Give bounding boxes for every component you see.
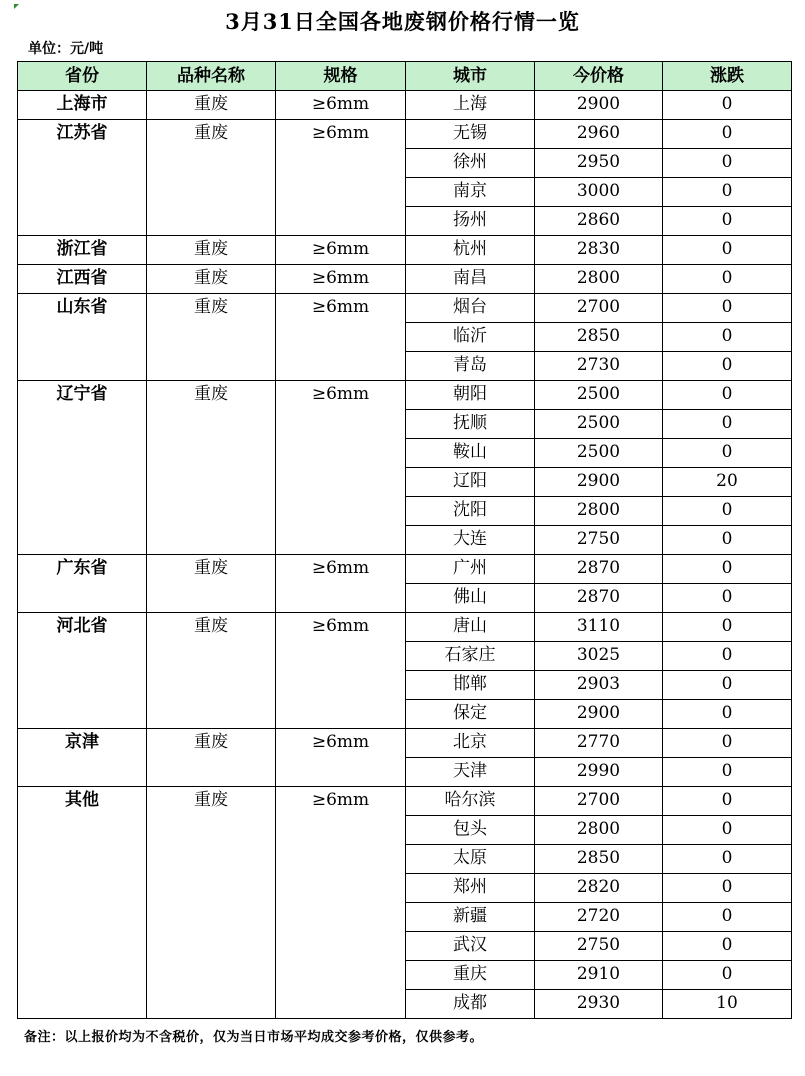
change-cell: 20: [663, 468, 792, 497]
variety-cell: 重废: [147, 265, 276, 294]
price-cell: 2990: [535, 758, 663, 787]
city-cell: 大连: [406, 526, 535, 555]
variety-cell: 重废: [147, 91, 276, 120]
price-cell: 2800: [535, 265, 663, 294]
price-cell: 2900: [535, 91, 663, 120]
city-cell: 杭州: [406, 236, 535, 265]
unit-label: 单位：元/吨: [28, 41, 104, 57]
table-row: [18, 265, 792, 294]
city-cell: 辽阳: [406, 468, 535, 497]
city-cell: 天津: [406, 758, 535, 787]
price-cell: 2870: [535, 555, 663, 584]
city-cell: 佛山: [406, 584, 535, 613]
price-cell: 3110: [535, 613, 663, 642]
city-cell: 上海: [406, 91, 535, 120]
city-cell: 无锡: [406, 120, 535, 149]
change-cell: 0: [663, 845, 792, 874]
spec-cell: ≥6mm: [276, 787, 406, 1019]
city-cell: 新疆: [406, 903, 535, 932]
header-variety: 品种名称: [147, 62, 276, 91]
table-row: [18, 381, 792, 410]
change-cell: 0: [663, 91, 792, 120]
price-cell: 2500: [535, 410, 663, 439]
price-cell: 2860: [535, 207, 663, 236]
change-cell: 0: [663, 149, 792, 178]
variety-cell: 重废: [147, 613, 276, 729]
city-cell: 重庆: [406, 961, 535, 990]
variety-cell: 重废: [147, 787, 276, 1019]
price-cell: 2500: [535, 381, 663, 410]
spec-cell: ≥6mm: [276, 381, 406, 555]
province-cell: 江西省: [18, 265, 147, 294]
spec-cell: ≥6mm: [276, 91, 406, 120]
variety-cell: 重废: [147, 555, 276, 613]
change-cell: 0: [663, 584, 792, 613]
price-cell: 3025: [535, 642, 663, 671]
change-cell: 0: [663, 381, 792, 410]
spec-cell: ≥6mm: [276, 555, 406, 613]
city-cell: 南京: [406, 178, 535, 207]
province-cell: 京津: [18, 729, 147, 787]
price-cell: 3000: [535, 178, 663, 207]
city-cell: 扬州: [406, 207, 535, 236]
price-cell: 2850: [535, 845, 663, 874]
province-cell: 河北省: [18, 613, 147, 729]
header-province: 省份: [18, 62, 147, 91]
table-header-row: [18, 62, 792, 91]
change-cell: 0: [663, 961, 792, 990]
change-cell: 10: [663, 990, 792, 1019]
change-cell: 0: [663, 903, 792, 932]
header-city: 城市: [406, 62, 535, 91]
city-cell: 沈阳: [406, 497, 535, 526]
city-cell: 鞍山: [406, 439, 535, 468]
price-cell: 2800: [535, 497, 663, 526]
variety-cell: 重废: [147, 381, 276, 555]
price-cell: 2770: [535, 729, 663, 758]
city-cell: 保定: [406, 700, 535, 729]
price-cell: 2500: [535, 439, 663, 468]
province-cell: 浙江省: [18, 236, 147, 265]
price-cell: 2850: [535, 323, 663, 352]
change-cell: 0: [663, 497, 792, 526]
table-row: [18, 91, 792, 120]
city-cell: 唐山: [406, 613, 535, 642]
change-cell: 0: [663, 294, 792, 323]
change-cell: 0: [663, 178, 792, 207]
spec-cell: ≥6mm: [276, 294, 406, 381]
price-cell: 2910: [535, 961, 663, 990]
city-cell: 邯郸: [406, 671, 535, 700]
table-row: [18, 729, 792, 758]
price-cell: 2750: [535, 526, 663, 555]
price-cell: 2720: [535, 903, 663, 932]
province-cell: 山东省: [18, 294, 147, 381]
change-cell: 0: [663, 758, 792, 787]
price-cell: 2730: [535, 352, 663, 381]
price-cell: 2950: [535, 149, 663, 178]
footnote: 备注：以上报价均为不含税价，仅为当日市场平均成交参考价格，仅供参考。: [24, 1030, 484, 1045]
city-cell: 朝阳: [406, 381, 535, 410]
change-cell: 0: [663, 671, 792, 700]
change-cell: 0: [663, 874, 792, 903]
change-cell: 0: [663, 439, 792, 468]
price-cell: 2820: [535, 874, 663, 903]
table-row: [18, 787, 792, 816]
city-cell: 徐州: [406, 149, 535, 178]
table-row: [18, 294, 792, 323]
price-cell: 2700: [535, 787, 663, 816]
province-cell: 辽宁省: [18, 381, 147, 555]
city-cell: 临沂: [406, 323, 535, 352]
city-cell: 武汉: [406, 932, 535, 961]
price-cell: 2900: [535, 700, 663, 729]
page-title: 3月31日全国各地废钢价格行情一览: [225, 9, 580, 34]
city-cell: 烟台: [406, 294, 535, 323]
table-row: [18, 613, 792, 642]
province-cell: 江苏省: [18, 120, 147, 236]
price-cell: 2830: [535, 236, 663, 265]
spec-cell: ≥6mm: [276, 729, 406, 787]
change-cell: 0: [663, 700, 792, 729]
price-cell: 2750: [535, 932, 663, 961]
change-cell: 0: [663, 932, 792, 961]
city-cell: 包头: [406, 816, 535, 845]
change-cell: 0: [663, 236, 792, 265]
change-cell: 0: [663, 555, 792, 584]
city-cell: 太原: [406, 845, 535, 874]
table-body: [18, 91, 792, 1019]
change-cell: 0: [663, 642, 792, 671]
spec-cell: ≥6mm: [276, 236, 406, 265]
table-row: [18, 120, 792, 149]
change-cell: 0: [663, 410, 792, 439]
city-cell: 北京: [406, 729, 535, 758]
price-cell: 2960: [535, 120, 663, 149]
city-cell: 成都: [406, 990, 535, 1019]
change-cell: 0: [663, 352, 792, 381]
header-change: 涨跌: [663, 62, 792, 91]
change-cell: 0: [663, 207, 792, 236]
change-cell: 0: [663, 120, 792, 149]
header-price: 今价格: [535, 62, 663, 91]
spec-cell: ≥6mm: [276, 265, 406, 294]
change-cell: 0: [663, 613, 792, 642]
header-spec: 规格: [276, 62, 406, 91]
table-row: [18, 236, 792, 265]
price-cell: 2700: [535, 294, 663, 323]
change-cell: 0: [663, 323, 792, 352]
change-cell: 0: [663, 816, 792, 845]
price-cell: 2800: [535, 816, 663, 845]
change-cell: 0: [663, 729, 792, 758]
price-cell: 2870: [535, 584, 663, 613]
spec-cell: ≥6mm: [276, 120, 406, 236]
variety-cell: 重废: [147, 729, 276, 787]
change-cell: 0: [663, 787, 792, 816]
change-cell: 0: [663, 526, 792, 555]
variety-cell: 重废: [147, 236, 276, 265]
change-cell: 0: [663, 265, 792, 294]
city-cell: 广州: [406, 555, 535, 584]
city-cell: 抚顺: [406, 410, 535, 439]
variety-cell: 重废: [147, 294, 276, 381]
table-row: [18, 555, 792, 584]
city-cell: 青岛: [406, 352, 535, 381]
price-table: [17, 61, 792, 1019]
province-cell: 上海市: [18, 91, 147, 120]
price-cell: 2903: [535, 671, 663, 700]
spec-cell: ≥6mm: [276, 613, 406, 729]
province-cell: 广东省: [18, 555, 147, 613]
province-cell: 其他: [18, 787, 147, 1019]
city-cell: 石家庄: [406, 642, 535, 671]
city-cell: 南昌: [406, 265, 535, 294]
price-cell: 2930: [535, 990, 663, 1019]
city-cell: 哈尔滨: [406, 787, 535, 816]
price-cell: 2900: [535, 468, 663, 497]
variety-cell: 重废: [147, 120, 276, 236]
city-cell: 郑州: [406, 874, 535, 903]
